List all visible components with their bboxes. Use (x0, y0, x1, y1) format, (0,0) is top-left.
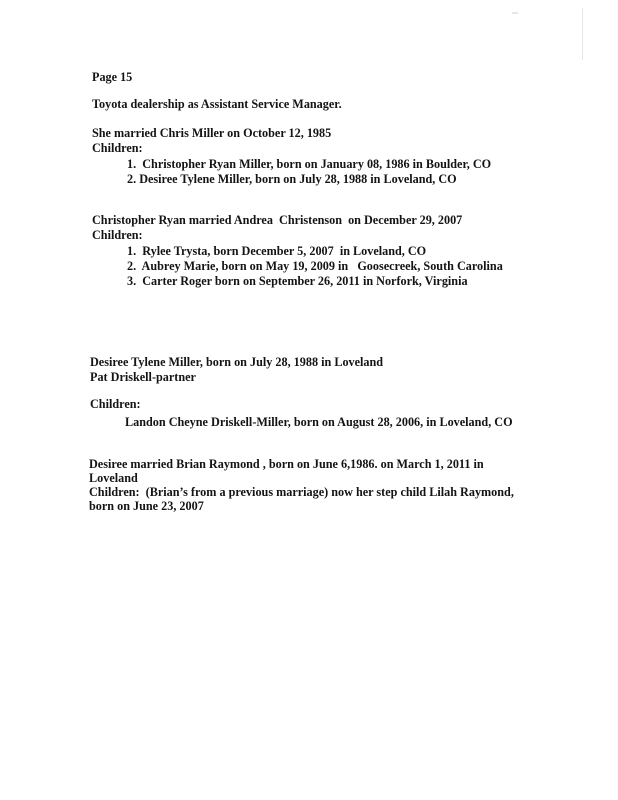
children-label: Children: (90, 397, 141, 411)
page-number: Page 15 (92, 70, 133, 84)
child-list-item: 2. Aubrey Marie, born on May 19, 2009 in Goosecreek, South Carolina (127, 259, 503, 273)
child-list-item: 3. Carter Roger born on September 26, 2011 in Norfork, Virginia (127, 274, 468, 288)
child-list-item: 1. Christopher Ryan Miller, born on January 08, 1986 in Boulder, CO (127, 157, 492, 171)
children-note: Children: (Brian’s from a previous marriage) now her step child Lilah Raymond, (89, 485, 514, 499)
child-list-item: Landon Cheyne Driskell-Miller, born on August 28, 2006, in Loveland, CO (125, 415, 513, 429)
marriage-line-continued: Loveland (89, 471, 138, 485)
partner-line: Pat Driskell-partner (90, 370, 196, 384)
children-label: Children: (92, 228, 143, 242)
marriage-line: Desiree married Brian Raymond , born on June 6,1986. on March 1, 2011 in (89, 457, 484, 471)
intro-text: Toyota dealership as Assistant Service Manager. (92, 97, 342, 111)
children-label: Children: (92, 141, 143, 155)
marriage-line: Christopher Ryan married Andrea Christenson on December 29, 2007 (92, 213, 463, 227)
marriage-line: She married Chris Miller on October 12, 1985 (92, 126, 332, 140)
scan-artifact (512, 12, 518, 14)
child-list-item: 1. Rylee Trysta, born December 5, 2007 in Loveland, CO (127, 244, 427, 258)
person-line: Desiree Tylene Miller, born on July 28, 1988 in Loveland (90, 355, 384, 369)
child-list-item: 2. Desiree Tylene Miller, born on July 28, 1988 in Loveland, CO (127, 172, 457, 186)
children-note-continued: born on June 23, 2007 (89, 499, 204, 513)
scan-artifact (582, 8, 583, 60)
